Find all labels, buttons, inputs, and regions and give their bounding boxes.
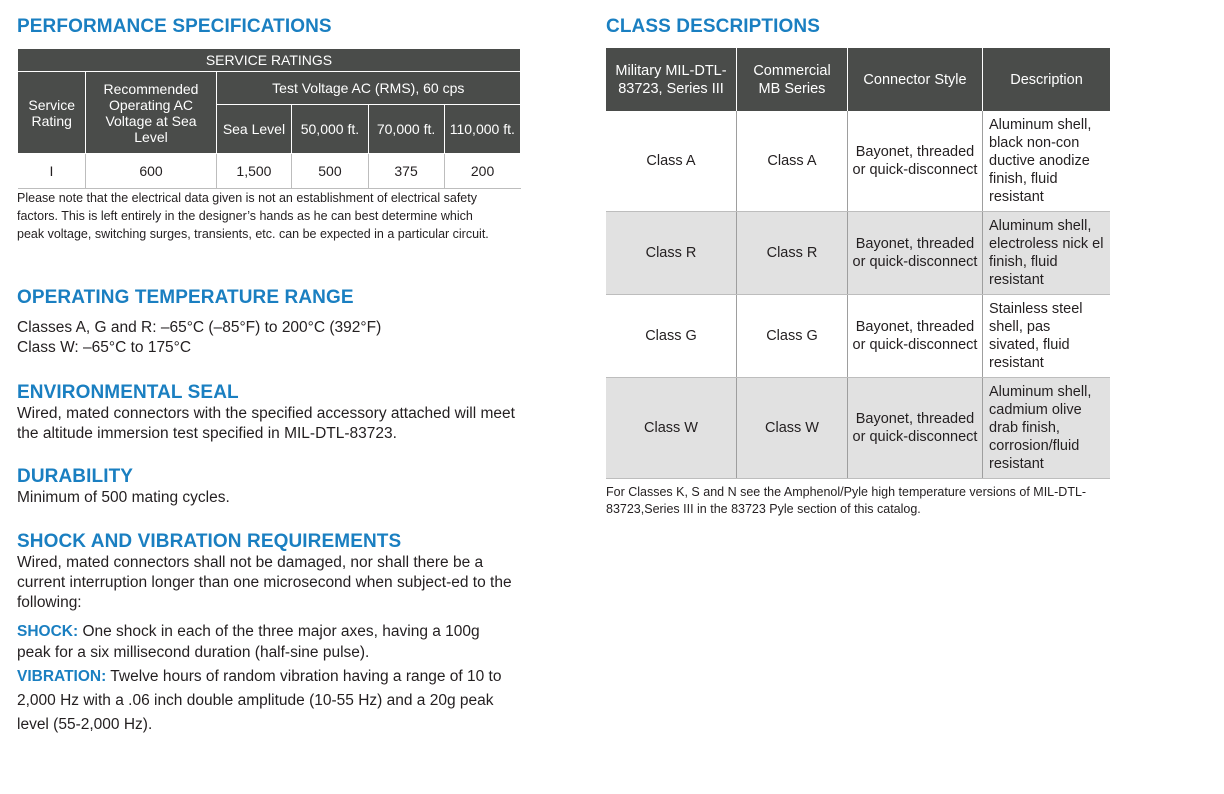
col-service-rating: Service Rating [18, 72, 86, 154]
shock-text: One shock in each of the three major axes, having a 100g peak for a six millisecond duration (half-sine pulse). [17, 623, 480, 661]
vibration-label: VIBRATION: [17, 668, 107, 685]
table-row [606, 212, 1110, 295]
service-ratings-table [17, 48, 521, 189]
cell-110000: 200 [444, 154, 520, 189]
subcol-110000: 110,000 ft. [444, 105, 520, 154]
table-row [606, 295, 1110, 378]
cell-style: Bayonet, threaded or quick-disconnect [848, 295, 983, 378]
col-connector-style: Connector Style [848, 48, 983, 111]
vibration-text: Twelve hours of random vibration having a range of 10 to 2,000 Hz with a .06 inch double amplitude (10-55 Hz) and a 20g peak level (55-2,000 Hz). [17, 668, 502, 733]
col-commercial: Commercial MB Series [737, 48, 848, 111]
shock-vibration-heading: SHOCK AND VIBRATION REQUIREMENTS [17, 531, 402, 552]
class-note: For Classes K, S and N see the Amphenol/Pyle high temperature versions of MIL-DTL-83723,Series III in the 83723 Pyle section of this catalog. [606, 485, 1087, 516]
right-column [606, 16, 1111, 518]
cell-70000: 375 [368, 154, 444, 189]
cell-commercial: Class R [737, 212, 848, 295]
cell-style: Bayonet, threaded or quick-disconnect [848, 212, 983, 295]
cell-military: Class W [606, 378, 737, 479]
temperature-line-2: Class W: –65°C to 175°C [17, 339, 192, 356]
service-ratings-title: SERVICE RATINGS [18, 49, 521, 72]
col-test-voltage: Test Voltage AC (RMS), 60 cps [216, 72, 520, 105]
cell-description: Aluminum shell, black non-con ductive anodize finish, fluid resistant [983, 111, 1111, 212]
durability-text: Minimum of 500 mating cycles. [17, 489, 230, 506]
cell-military: Class R [606, 212, 737, 295]
cell-commercial: Class G [737, 295, 848, 378]
shock-vibration-text: Wired, mated connectors shall not be damaged, nor shall there be a current interruption longer than one microsecond when subject-ed to the following: [17, 554, 512, 611]
col-description: Description [983, 48, 1111, 111]
cell-military: Class G [606, 295, 737, 378]
table-row [18, 154, 521, 189]
cell-commercial: Class A [737, 111, 848, 212]
col-military: Military MIL-DTL-83723, Series III [606, 48, 737, 111]
col-recommended-voltage: Recommended Operating AC Voltage at Sea Level [86, 72, 216, 154]
performance-heading: PERFORMANCE SPECIFICATIONS [17, 16, 332, 37]
seal-text: Wired, mated connectors with the specified accessory attached will meet the altitude immersion test specified in MIL-DTL-83723. [17, 405, 515, 442]
electrical-note: Please note that the electrical data given is not an establishment of electrical safety factors. This is left entirely in the designer’s hands as he can best determine which peak voltage, switching surges, transients, etc. can be expected in a particular circuit. [17, 191, 489, 241]
table-row [606, 378, 1110, 479]
left-column [17, 16, 522, 737]
cell-recommended: 600 [86, 154, 216, 189]
shock-label: SHOCK: [17, 623, 79, 640]
subcol-70000: 70,000 ft. [368, 105, 444, 154]
cell-sea-level: 1,500 [216, 154, 292, 189]
cell-commercial: Class W [737, 378, 848, 479]
durability-heading: DURABILITY [17, 466, 134, 487]
cell-style: Bayonet, threaded or quick-disconnect [848, 378, 983, 479]
subcol-sea-level: Sea Level [216, 105, 292, 154]
cell-description: Stainless steel shell, pas sivated, fluid resistant [983, 295, 1111, 378]
class-descriptions-table [606, 48, 1110, 479]
shock-paragraph [17, 621, 497, 663]
cell-military: Class A [606, 111, 737, 212]
cell-description: Aluminum shell, cadmium olive drab finish, corrosion/fluid resistant [983, 378, 1111, 479]
table-row [606, 111, 1110, 212]
vibration-paragraph [17, 665, 512, 737]
subcol-50000: 50,000 ft. [292, 105, 368, 154]
temperature-heading: OPERATING TEMPERATURE RANGE [17, 287, 354, 308]
temperature-line-1: Classes A, G and R: –65°C (–85°F) to 200°C (392°F) [17, 319, 382, 336]
cell-style: Bayonet, threaded or quick-disconnect [848, 111, 983, 212]
cell-50000: 500 [292, 154, 368, 189]
cell-service-rating: I [18, 154, 86, 189]
seal-heading: ENVIRONMENTAL SEAL [17, 382, 239, 403]
class-descriptions-heading: CLASS DESCRIPTIONS [606, 16, 820, 37]
cell-description: Aluminum shell, electroless nick el finish, fluid resistant [983, 212, 1111, 295]
